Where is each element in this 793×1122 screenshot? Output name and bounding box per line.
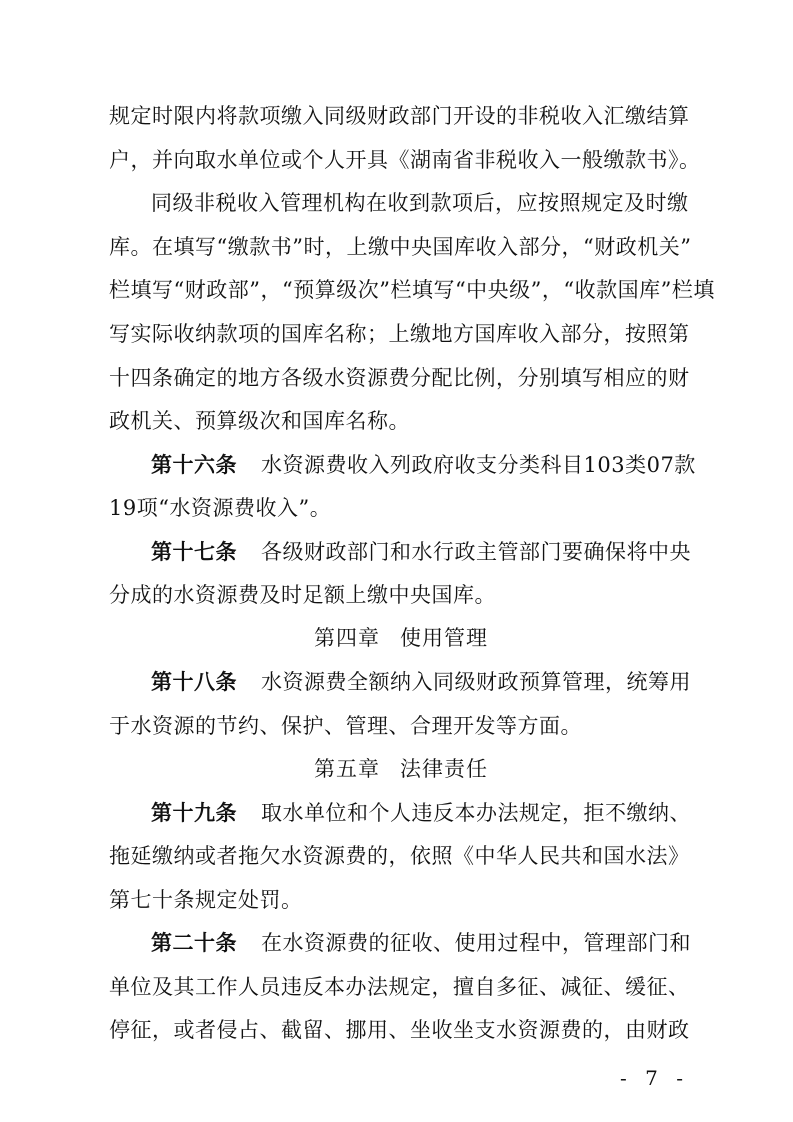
paragraph-2-line-4: 写实际收纳款项的国库名称；上缴地方国库收入部分，按照第 — [109, 322, 690, 346]
article-17-line-1 — [151, 537, 691, 567]
article-19-line-1 — [151, 798, 691, 828]
article-16-label: 第十六条 — [151, 453, 237, 477]
paragraph-2-line-2: 库。在填写“缴款书”时，上缴中央国库收入部分，“财政机关” — [109, 235, 692, 259]
page-number: - 7 - — [620, 1066, 689, 1090]
paragraph-2-line-6: 政机关、预算级次和国库名称。 — [109, 409, 410, 433]
article-16-line-2: 19项“水资源费收入”。 — [109, 496, 332, 520]
article-16-line-1 — [151, 450, 696, 480]
chapter-4-number: 第四章 — [314, 626, 380, 650]
article-19-line-2: 拖延缴纳或者拖欠水资源费的，依照《中华人民共和国水法》 — [109, 844, 690, 868]
article-18-line-2: 于水资源的节约、保护、管理、合理开发等方面。 — [109, 714, 582, 738]
paragraph-1-line-2: 户，并向取水单位或个人开具《湖南省非税收入一般缴款书》。 — [109, 148, 701, 172]
paragraph-2-line-3: 栏填写“财政部”，“预算级次”栏填写“中央级”，“收款国库”栏填 — [109, 278, 715, 302]
chapter-5-title: 法律责任 — [400, 757, 488, 781]
article-17-line-2: 分成的水资源费及时足额上缴中央国库。 — [109, 583, 496, 607]
article-18-text-1: 水资源费全额纳入同级财政预算管理，统筹用 — [261, 670, 691, 694]
paragraph-1-line-1: 规定时限内将款项缴入同级财政部门开设的非税收入汇缴结算 — [109, 104, 690, 128]
article-19-text-1: 取水单位和个人违反本办法规定，拒不缴纳、 — [261, 801, 691, 825]
article-20-label: 第二十条 — [151, 931, 237, 955]
article-17-text-1: 各级财政部门和水行政主管部门要确保将中央 — [261, 540, 691, 564]
article-20-line-1 — [151, 928, 691, 958]
article-20-line-3: 停征，或者侵占、截留、挪用、坐收坐支水资源费的，由财政 — [109, 1018, 690, 1042]
chapter-5-heading — [314, 754, 488, 784]
article-17-label: 第十七条 — [151, 540, 237, 564]
article-18-label: 第十八条 — [151, 670, 237, 694]
article-20-text-1: 在水资源费的征收、使用过程中，管理部门和 — [261, 931, 691, 955]
article-20-line-2: 单位及其工作人员违反本办法规定，擅自多征、减征、缓征、 — [109, 975, 690, 999]
article-16-text-1: 水资源费收入列政府收支分类科目103类07款 — [261, 453, 696, 477]
article-18-line-1 — [151, 667, 691, 697]
article-19-line-3: 第七十条规定处罚。 — [109, 888, 303, 912]
chapter-4-title: 使用管理 — [400, 626, 488, 650]
article-19-label: 第十九条 — [151, 801, 237, 825]
paragraph-2-line-1: 同级非税收入管理机构在收到款项后，应按照规定及时缴 — [151, 191, 689, 215]
chapter-5-number: 第五章 — [314, 757, 380, 781]
chapter-4-heading — [314, 623, 488, 653]
paragraph-2-line-5: 十四条确定的地方各级水资源费分配比例，分别填写相应的财 — [109, 366, 690, 390]
